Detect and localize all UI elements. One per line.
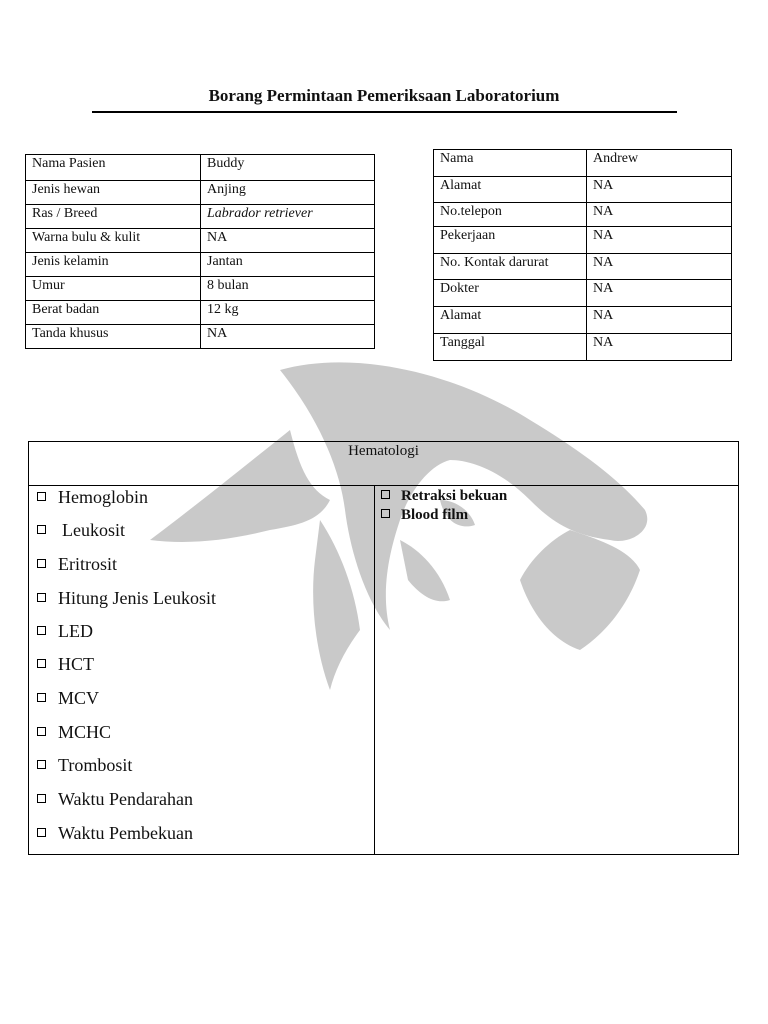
row-value: Labrador retriever (201, 205, 375, 229)
checkbox-label: Hemoglobin (58, 487, 148, 507)
checkbox-label: Hitung Jenis Leukosit (58, 588, 216, 608)
checkbox-retraksi-bekuan[interactable] (381, 487, 507, 505)
row-value: Buddy (201, 155, 375, 181)
checkbox-icon[interactable] (37, 593, 46, 602)
row-value: NA (587, 254, 732, 280)
row-label: Warna bulu & kulit (26, 229, 201, 253)
row-label: No. Kontak darurat (434, 254, 587, 280)
table-row (434, 280, 732, 307)
table-row (434, 177, 732, 203)
checkbox-icon[interactable] (37, 828, 46, 837)
checkbox-label: MCV (58, 688, 100, 708)
table-row (26, 325, 375, 349)
title-underline (92, 111, 677, 113)
row-value: Andrew (587, 150, 732, 177)
checkbox-waktu-pendarahan[interactable] (37, 789, 193, 809)
table-row (26, 155, 375, 181)
row-value: Anjing (201, 181, 375, 205)
checkbox-led[interactable] (37, 621, 93, 641)
row-label: Alamat (434, 307, 587, 334)
row-label: Tanda khusus (26, 325, 201, 349)
checkbox-label: Retraksi bekuan (401, 488, 508, 504)
row-label: Ras / Breed (26, 205, 201, 229)
hematology-header (29, 442, 738, 486)
row-value: 12 kg (201, 301, 375, 325)
checkbox-label: Leukosit (62, 520, 125, 540)
row-label: Nama (434, 150, 587, 177)
row-label: Jenis hewan (26, 181, 201, 205)
checkbox-icon[interactable] (37, 492, 46, 501)
table-row (26, 301, 375, 325)
checkbox-label: Blood film (401, 507, 469, 523)
row-value: NA (201, 229, 375, 253)
row-label: Umur (26, 277, 201, 301)
checkbox-mchc[interactable] (37, 722, 111, 742)
table-row (26, 253, 375, 277)
row-value: NA (587, 227, 732, 254)
hematology-title: Hematologi (348, 443, 419, 459)
checkbox-icon[interactable] (381, 490, 390, 499)
table-row (434, 334, 732, 361)
checkbox-eritrosit[interactable] (37, 554, 117, 574)
checkbox-icon[interactable] (37, 727, 46, 736)
table-row (434, 227, 732, 254)
owner-info-table (433, 149, 732, 361)
row-value: NA (587, 203, 732, 227)
table-row (434, 254, 732, 280)
row-label: Dokter (434, 280, 587, 307)
checkbox-label: LED (58, 621, 93, 641)
checkbox-leukosit[interactable] (37, 520, 125, 540)
row-label: Alamat (434, 177, 587, 203)
checkbox-waktu-pembekuan[interactable] (37, 823, 193, 843)
row-value: NA (587, 334, 732, 361)
table-row (26, 229, 375, 253)
checkbox-label: HCT (58, 654, 94, 674)
row-value: NA (587, 280, 732, 307)
table-row (434, 307, 732, 334)
checkbox-label: Trombosit (58, 755, 133, 775)
checkbox-hitung-jenis-leukosit[interactable] (37, 588, 216, 608)
checkbox-icon[interactable] (37, 559, 46, 568)
row-label: Pekerjaan (434, 227, 587, 254)
table-row (26, 277, 375, 301)
checkbox-label: Eritrosit (58, 554, 117, 574)
checkbox-icon[interactable] (381, 509, 390, 518)
row-value: 8 bulan (201, 277, 375, 301)
row-label: Tanggal (434, 334, 587, 361)
row-label: No.telepon (434, 203, 587, 227)
checkbox-icon[interactable] (37, 659, 46, 668)
checkbox-icon[interactable] (37, 760, 46, 769)
table-row (26, 181, 375, 205)
table-row (434, 150, 732, 177)
table-row (434, 203, 732, 227)
checkbox-hct[interactable] (37, 654, 94, 674)
checkbox-label: Waktu Pendarahan (58, 789, 193, 809)
checkbox-trombosit[interactable] (37, 755, 132, 775)
row-value: Jantan (201, 253, 375, 277)
row-label: Berat badan (26, 301, 201, 325)
checkbox-mcv[interactable] (37, 688, 99, 708)
checkbox-icon[interactable] (37, 626, 46, 635)
row-label: Jenis kelamin (26, 253, 201, 277)
checkbox-icon[interactable] (37, 525, 46, 534)
row-value: NA (587, 307, 732, 334)
row-value: NA (587, 177, 732, 203)
column-divider (374, 485, 375, 854)
table-row (26, 205, 375, 229)
patient-info-table (25, 154, 375, 349)
checkbox-hemoglobin[interactable] (37, 487, 148, 507)
hematology-table (28, 441, 739, 855)
page-title: Borang Permintaan Pemeriksaan Laboratorium (208, 86, 560, 105)
checkbox-label: Waktu Pembekuan (58, 823, 194, 843)
row-label: Nama Pasien (26, 155, 201, 181)
checkbox-blood-film[interactable] (381, 506, 468, 524)
checkbox-icon[interactable] (37, 693, 46, 702)
row-value: NA (201, 325, 375, 349)
checkbox-icon[interactable] (37, 794, 46, 803)
checkbox-label: MCHC (58, 722, 112, 742)
